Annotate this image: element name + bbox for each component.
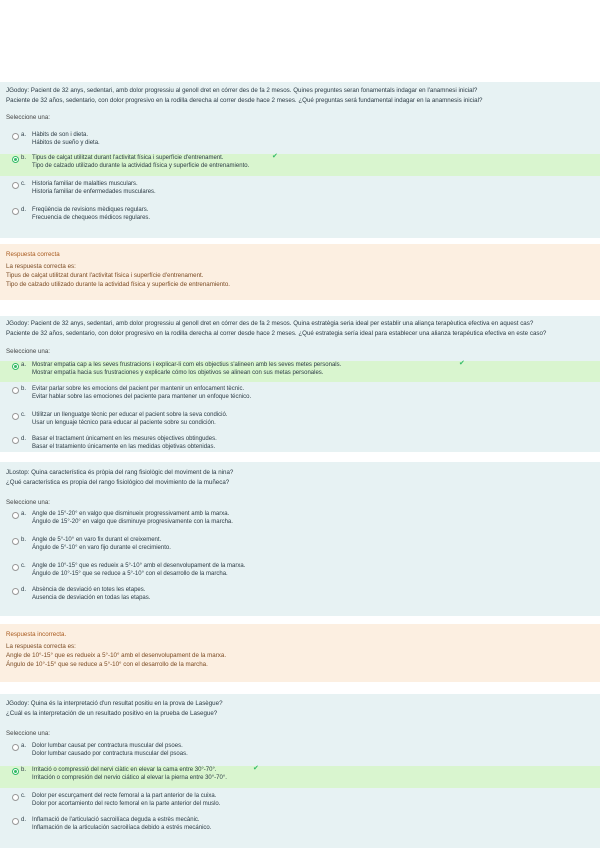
radio-button[interactable] (12, 413, 19, 420)
question-block-2 (0, 316, 600, 452)
option-text-es: Dolor lumbar causado por contractura muscular del psoas. (32, 751, 188, 757)
option-d[interactable] (0, 586, 600, 604)
option-text-ca: Angle de 5°-10° en varo fix durant el creixement. (32, 537, 162, 543)
option-b[interactable] (0, 154, 600, 176)
select-one-label: Seleccione una: (6, 499, 51, 506)
feedback-block-2 (0, 624, 600, 682)
question-text-ca: JGodoy: Quina és la interpretació d'un resultat positiu en la prova de Lasègue? (6, 700, 223, 707)
option-c[interactable] (0, 411, 600, 429)
option-text-ca: Hàbits de son i dieta. (32, 132, 89, 138)
option-text-es: Ausencia de desviación en todas las etapas. (32, 595, 151, 601)
option-text-ca: Tipus de calçat utilitzat durant l'activitat física i superfície d'entrenament. (32, 155, 224, 161)
radio-button[interactable] (12, 156, 19, 163)
question-text-es: ¿Qué característica es propia del rango fisiológico del movimiento de la muñeca? (6, 478, 230, 486)
option-letter: c. (21, 181, 26, 187)
option-text-ca: Dolor lumbar causat per contractura muscular del psoes. (32, 743, 183, 749)
option-letter: a. (21, 362, 27, 368)
option-text-es: Hábitos de sueño y dieta. (32, 140, 100, 146)
option-b[interactable] (0, 536, 600, 554)
radio-button[interactable] (12, 133, 19, 140)
feedback-title: Respuesta incorrecta. (6, 631, 67, 638)
feedback-answer-es: Tipo de calzado utilizado durante la actividad física y superficie de entrenamiento. (6, 281, 231, 288)
option-text-es: Historia familiar de enfermedades musculares. (32, 189, 156, 195)
option-d[interactable] (0, 435, 600, 452)
option-text-es: Dolor por acortamiento del recto femoral en la parte anterior del muslo. (32, 801, 221, 807)
option-text-ca: Freqüència de revisions mèdiques regulars. (32, 207, 149, 213)
question-block-1 (0, 82, 600, 238)
option-text-es: Ángulo de 5°-10° en varo fijo durante el crecimiento. (32, 545, 171, 551)
feedback-block-1 (0, 244, 600, 300)
option-text-es: Usar un lenguaje técnico para educar al paciente sobre su condición. (32, 420, 216, 426)
option-text-ca: Dolor per escurçament del recte femoral a la part anterior de la cuixa. (32, 793, 217, 799)
option-a[interactable] (0, 742, 600, 760)
option-text-es: Ángulo de 10°-15° que se reduce a 5°-10° con el desarrollo de la marcha. (32, 571, 228, 577)
option-text-es: Tipo de calzado utilizado durante la actividad física y superficie de entrenamiento. (32, 163, 250, 169)
option-text-ca: Angle de 10°-15° que es redueix a 5°-10° amb el desenvolupament de la marxa. (32, 563, 246, 569)
option-c[interactable] (0, 180, 600, 198)
question-text-es: ¿Cuál es la interpretación de un resultado positivo en la prueba de Lasegue? (6, 709, 218, 717)
feedback-subtitle: La respuesta correcta es: (6, 263, 76, 270)
option-c[interactable] (0, 792, 600, 810)
option-letter: b. (21, 155, 27, 161)
question-block-3 (0, 462, 600, 616)
option-text-ca: Inflamació de l'articulació sacroilíaca deguda a estrès mecànic. (32, 817, 200, 823)
option-letter: c. (21, 412, 26, 418)
option-letter: c. (21, 563, 26, 569)
radio-button[interactable] (12, 182, 19, 189)
feedback-answer-es: Ángulo de 10°-15° que se reduce a 5°-10° con el desarrollo de la marcha. (6, 661, 208, 668)
option-text-ca: Historia familiar de malalties musculars. (32, 181, 138, 187)
option-letter: d. (21, 587, 27, 593)
option-text-ca: Mostrar empatia cap a les seves frustracions i explicar-li com els objectius s'alineen amb les seves metes personals. (32, 362, 342, 368)
option-a[interactable] (0, 510, 600, 528)
option-text-es: Inflamación de la articulación sacroilíaca debido a estrés mecánico. (32, 825, 212, 831)
question-text-ca: JGodoy: Pacient de 32 anys, sedentari, amb dolor progressiu al genoll dret en córrer des de fa 2 mesos. Quines preguntes seran fonamentals indagar en l'anamnesi inicial? (6, 87, 478, 94)
option-letter: a. (21, 743, 27, 749)
option-text-es: Frecuencia de chequeos médicos regulares. (32, 215, 151, 221)
feedback-answer-ca: Tipus de calçat utilitzat durant l'activitat física i superfície d'entrenament. (6, 272, 204, 279)
radio-button[interactable] (12, 588, 19, 595)
option-letter: b. (21, 767, 27, 773)
check-icon: ✔ (272, 153, 278, 160)
feedback-title: Respuesta correcta (6, 251, 60, 258)
option-text-es: Ángulo de 15°-20° en valgo que disminuye progresivamente con la marcha. (32, 519, 233, 525)
radio-button[interactable] (12, 768, 19, 775)
option-text-ca: Utilitzar un llenguatge tècnic per educar el pacient sobre la seva condició. (32, 412, 228, 418)
question-block-4 (0, 694, 600, 848)
option-letter: c. (21, 793, 26, 799)
option-text-es: Mostrar empatía hacia sus frustraciones y explicarle cómo los objetivos se alinean con sus metas personales. (32, 370, 324, 376)
radio-button[interactable] (12, 794, 19, 801)
select-one-label: Seleccione una: (6, 348, 51, 355)
option-d[interactable] (0, 816, 600, 834)
option-text-es: Irritación o compresión del nervio ciático al elevar la pierna entre 30°-70°. (32, 775, 227, 781)
option-letter: b. (21, 537, 27, 543)
radio-button[interactable] (12, 512, 19, 519)
option-b[interactable] (0, 766, 600, 788)
option-a[interactable] (0, 131, 600, 149)
feedback-answer-ca: Angle de 10°-15° que es redueix a 5°-10° amb el desenvolupament de la marxa. (6, 652, 227, 659)
option-letter: d. (21, 436, 27, 442)
radio-button[interactable] (12, 387, 19, 394)
option-text-es: Basar el tratamiento únicamente en las medidas objetivas obtenidas. (32, 444, 216, 450)
radio-button[interactable] (12, 437, 19, 444)
option-text-ca: Irritació o compressió del nervi ciàtic en elevar la cama entre 30°-70°. (32, 767, 217, 773)
radio-button[interactable] (12, 363, 19, 370)
option-text-es: Evitar hablar sobre las emociones del paciente para mantener un enfoque técnico. (32, 394, 252, 400)
option-letter: d. (21, 817, 27, 823)
check-icon: ✔ (253, 765, 259, 772)
question-text-ca: JLostop: Quina característica és pròpia del rang fisiològic del moviment de la nina? (6, 469, 234, 476)
radio-button[interactable] (12, 818, 19, 825)
option-text-ca: Absència de desviació en totes les etapes. (32, 587, 146, 593)
option-letter: a. (21, 132, 27, 138)
option-text-ca: Evitar parlar sobre les emocions del pacient per mantenir un enfocament tècnic. (32, 386, 245, 392)
option-a[interactable] (0, 361, 600, 382)
question-text-ca: JGodoy: Pacient de 32 anys, sedentari, amb dolor progressiu al genoll dret en córrer des de fa 2 mesos. Quina estratègia seria ideal per establir una aliança terapèutica efectiva en aquest cas? (6, 320, 534, 327)
option-letter: d. (21, 207, 27, 213)
option-c[interactable] (0, 562, 600, 580)
question-text-es: Paciente de 32 años, sedentario, con dolor progresivo en la rodilla derecha al correr desde hace 2 meses. ¿Qué preguntas será fundamental indagar en la anamnesis inicial? (6, 96, 483, 104)
radio-button[interactable] (12, 744, 19, 751)
radio-button[interactable] (12, 208, 19, 215)
option-b[interactable] (0, 385, 600, 403)
select-one-label: Seleccione una: (6, 114, 51, 121)
select-one-label: Seleccione una: (6, 730, 51, 737)
check-icon: ✔ (459, 360, 465, 367)
option-letter: a. (21, 511, 27, 517)
radio-button[interactable] (12, 538, 19, 545)
option-letter: b. (21, 386, 27, 392)
option-text-ca: Angle de 15°-20° en valgo que disminueix progressivament amb la marxa. (32, 511, 230, 517)
option-text-ca: Basar el tractament únicament en les mesures objectives obtingudes. (32, 436, 217, 442)
option-d[interactable] (0, 206, 600, 224)
feedback-subtitle: La respuesta correcta es: (6, 643, 76, 650)
question-text-es: Paciente de 32 años, sedentario, con dolor progresivo en la rodilla derecha al correr desde hace 2 meses. ¿Qué estrategia sería ideal para establecer una alianza terapéutica efectiva en este caso? (6, 329, 547, 337)
radio-button[interactable] (12, 564, 19, 571)
